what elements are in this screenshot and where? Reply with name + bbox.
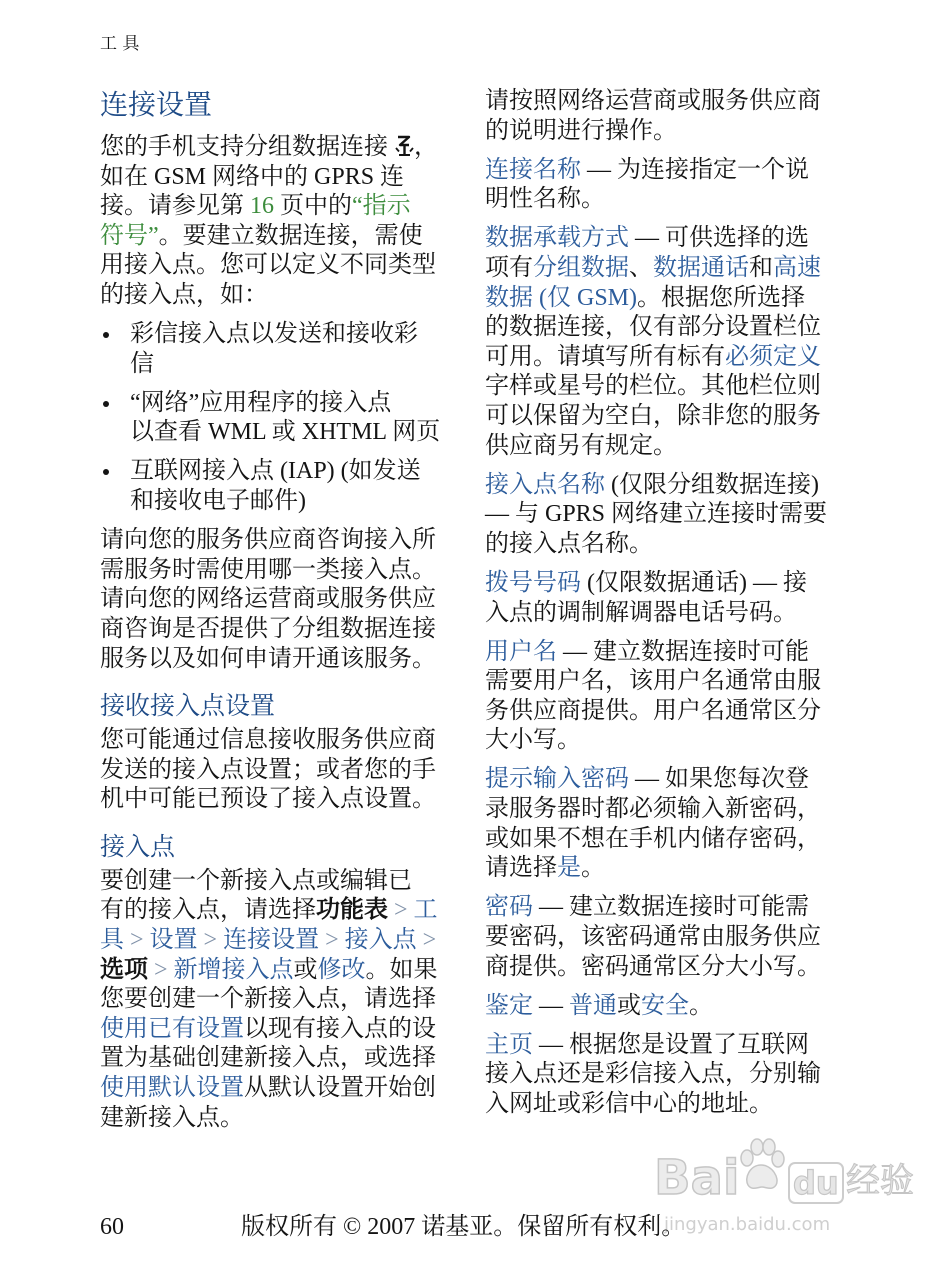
bullet-dot-icon (103, 469, 109, 475)
text-run: 、 (629, 254, 653, 281)
text-run: 商提供。密码通常区分大小写。 (485, 953, 821, 980)
text-line (485, 667, 857, 697)
section-heading (100, 87, 450, 123)
paragraph (485, 765, 857, 883)
text-run: 以查看 WML 或 XHTML 网页 (130, 419, 441, 446)
text-run: — 建立数据连接时可能需 (533, 894, 809, 921)
text-run: 要创建一个新接入点或编辑已 (100, 867, 412, 894)
text-run: 要密码，该密码通常由服务供应 (485, 923, 821, 950)
text-line (485, 343, 857, 373)
ui-term: 普通 (569, 992, 617, 1019)
text-line (100, 867, 450, 897)
text-run: 和 (749, 254, 773, 281)
paragraph (485, 569, 857, 628)
text-run: 建新接入点。 (100, 1104, 244, 1131)
text-run: 如在 GSM 网络中的 GPRS 连 (100, 163, 405, 190)
paragraph (485, 224, 857, 461)
text-line (100, 1044, 450, 1074)
ui-term: 数据 (仅 GSM) (485, 284, 638, 311)
cross-reference: 符号” (100, 222, 159, 249)
text-run: 接收接入点设置 (100, 691, 276, 721)
text-line (485, 224, 857, 254)
text-run: 请选择 (485, 855, 557, 882)
text-line (485, 402, 857, 432)
text-run: — 为连接指定一个说 (581, 156, 809, 183)
text-run: 以现有接入点的设 (244, 1015, 436, 1042)
text-line (100, 281, 450, 311)
watermark-jingyan: 经验 (846, 1161, 914, 1201)
text-line (485, 697, 857, 727)
text-run: 发送的接入点设置；或者您的手 (100, 756, 436, 783)
text-run: 的接入点，如： (100, 281, 268, 308)
cross-reference: 16 (250, 193, 274, 220)
text-line (485, 893, 857, 923)
packet-data-icon (394, 134, 414, 158)
text-line (485, 372, 857, 402)
paragraph (100, 133, 450, 311)
text-line (130, 487, 450, 517)
text-line (100, 192, 450, 222)
text-run: 入点的调制解调器电话号码。 (485, 599, 797, 626)
section-heading (100, 832, 450, 862)
text-line (100, 726, 450, 756)
text-line (485, 599, 857, 629)
menu-separator: > (416, 927, 437, 954)
text-line (130, 418, 450, 448)
text-line (100, 1074, 450, 1104)
text-line (485, 185, 857, 215)
text-run: (仅限数据通话) — 接 (581, 569, 807, 596)
ui-term: 接入点名称 (485, 471, 605, 498)
text-line (485, 284, 857, 314)
text-line (100, 896, 450, 926)
text-line (485, 471, 857, 501)
text-run: 页中的 (274, 193, 352, 220)
bullet-dot-icon (103, 401, 109, 407)
text-line (100, 926, 450, 956)
text-run: 或如果不想在手机内储存密码， (485, 825, 821, 852)
text-run: 项有 (485, 254, 533, 281)
text-run: 。 (689, 992, 713, 1019)
text-run: 用接入点。您可以定义不同类型 (100, 252, 436, 279)
text-run: 您要创建一个新接入点，请选择 (100, 986, 436, 1013)
text-line (100, 785, 450, 815)
text-line (100, 956, 450, 986)
paragraph (100, 526, 450, 674)
text-line (485, 726, 857, 756)
text-line (130, 389, 450, 419)
text-run: 服务以及如何申请开通该服务。 (100, 645, 436, 672)
text-run: 。要建立数据连接，需使 (158, 222, 423, 249)
text-line (100, 585, 450, 615)
text-run: 和接收电子邮件) (130, 488, 306, 515)
bold-term: 选项 (100, 956, 148, 983)
text-line (100, 556, 450, 586)
text-run: 接。请参见第 (100, 193, 250, 220)
text-run: 信 (130, 350, 154, 377)
bullet-item (100, 457, 450, 516)
text-line (100, 832, 450, 862)
text-line (485, 953, 857, 983)
text-run: 。根据您所选择 (637, 284, 806, 311)
text-run: 录服务器时都必须输入新密码， (485, 796, 821, 823)
text-line (485, 1090, 857, 1120)
menu-separator: > (148, 956, 174, 983)
text-line (100, 133, 450, 163)
text-run: 大小写。 (485, 727, 581, 754)
text-run: 您的手机支持分组数据连接 (100, 134, 394, 160)
paragraph (100, 867, 450, 1133)
text-run: 的接入点名称。 (485, 530, 653, 557)
ui-term: 密码 (485, 894, 533, 921)
text-run: — (533, 992, 569, 1019)
running-header: 工 具 (100, 34, 140, 54)
text-run: 请向您的网络运营商或服务供应 (100, 586, 436, 613)
text-line (100, 87, 450, 123)
ui-term: 连接设置 (223, 927, 320, 954)
text-run: 您可能通过信息接收服务供应商 (100, 727, 436, 754)
text-run: — 可供选择的选 (629, 225, 809, 252)
ui-term: 工 (413, 897, 438, 924)
menu-separator: > (197, 927, 224, 954)
text-run: 可用。请填写所有标有 (485, 343, 725, 370)
text-run: 接入点还是彩信接入点，分别输 (485, 1061, 821, 1088)
text-run: 的数据连接，仅有部分设置栏位 (485, 314, 821, 341)
section-heading (100, 691, 450, 721)
copyright-notice: 版权所有 © 2007 诺基亚。保留所有权利。 (241, 1214, 686, 1240)
text-line (485, 992, 857, 1022)
bullet-dot-icon (103, 332, 109, 338)
text-run: 机中可能已预设了接入点设置。 (100, 786, 436, 813)
text-run: 需服务时需使用哪一类接入点。 (100, 556, 436, 583)
text-line (100, 163, 450, 193)
text-line (485, 569, 857, 599)
text-line (100, 691, 450, 721)
ui-term: 提示输入密码 (485, 766, 629, 793)
ui-term: 鉴定 (485, 992, 533, 1019)
text-run: — 与 GPRS 网络建立连接时需要 (485, 501, 828, 528)
left-column (100, 87, 450, 1143)
text-run: — 如果您每次登 (629, 766, 809, 793)
text-line (485, 530, 857, 560)
text-line (100, 1104, 450, 1134)
menu-separator: > (319, 927, 345, 954)
text-run: 商咨询是否提供了分组数据连接 (100, 615, 436, 642)
text-run: 互联网接入点 (IAP) (如发送 (130, 458, 421, 485)
text-line (100, 645, 450, 675)
ui-term: 新增接入点 (173, 956, 294, 983)
text-line (130, 350, 450, 380)
text-line (485, 156, 857, 186)
text-run: 供应商另有规定。 (485, 432, 677, 459)
text-line (485, 117, 857, 147)
text-line (485, 765, 857, 795)
text-run: 请向您的服务供应商咨询接入所 (100, 527, 436, 554)
ui-term: 使用默认设置 (100, 1075, 244, 1102)
paragraph (100, 726, 450, 815)
text-run: 从默认设置开始创 (244, 1075, 436, 1102)
text-run: 可以保留为空白，除非您的服务 (485, 402, 821, 429)
text-run: (仅限分组数据连接) (605, 471, 819, 498)
text-run: 有的接入点，请选择 (100, 897, 316, 924)
text-line (100, 1015, 450, 1045)
ui-term: 分组数据 (533, 254, 629, 281)
text-run: 字样或星号的栏位。其他栏位则 (485, 373, 821, 400)
page-number: 60 (100, 1214, 124, 1240)
ui-term: 必须定义 (725, 343, 821, 370)
ui-term: 使用已有设置 (100, 1015, 244, 1042)
text-line (100, 251, 450, 281)
text-line (485, 254, 857, 284)
text-run: 的说明进行操作。 (485, 117, 677, 144)
text-line (100, 756, 450, 786)
watermark-url: jingyan.baidu.com (664, 1214, 831, 1235)
paragraph (485, 156, 857, 215)
paragraph (485, 87, 857, 146)
bold-term: 功能表 (316, 897, 388, 924)
text-run: 入网址或彩信中心的地址。 (485, 1090, 773, 1117)
ui-term: 数据承载方式 (485, 225, 629, 252)
text-run: 接入点 (100, 831, 176, 861)
text-run: 需要用户名，该用户名通常由服 (485, 668, 821, 695)
paragraph (485, 1031, 857, 1120)
ui-term: 用户名 (485, 638, 557, 665)
ui-term: 是 (557, 855, 581, 882)
ui-term: 安全 (641, 992, 689, 1019)
ui-term: 具 (100, 927, 124, 954)
ui-term: 设置 (149, 927, 198, 954)
paragraph (485, 471, 857, 560)
text-line (485, 795, 857, 825)
ui-term: 数据通话 (653, 254, 749, 281)
text-run: 请按照网络运营商或服务供应商 (485, 88, 821, 114)
bullet-item (100, 389, 450, 448)
text-run: 务供应商提供。用户名通常区分 (485, 697, 821, 724)
ui-term: 拨号号码 (485, 569, 581, 596)
text-run: 连接设置 (100, 88, 213, 121)
text-line (485, 87, 857, 117)
text-run: “网络”应用程序的接入点 (130, 389, 392, 416)
text-run: 或 (293, 956, 318, 983)
right-column (485, 87, 857, 1129)
text-run: — 根据您是设置了互联网 (533, 1031, 809, 1058)
cross-reference: “指示 (352, 193, 411, 220)
text-run: 或 (617, 992, 641, 1019)
text-line (485, 313, 857, 343)
bullet-item (100, 320, 450, 379)
text-line (100, 985, 450, 1015)
text-run: 。 (581, 855, 605, 882)
text-line (485, 500, 857, 530)
text-line (100, 222, 450, 252)
paw-print-icon (736, 1138, 786, 1194)
paragraph (485, 893, 857, 982)
ui-term: 高速 (773, 254, 821, 281)
ui-term: 接入点 (344, 927, 417, 954)
text-line (100, 526, 450, 556)
baidu-watermark (650, 1138, 918, 1248)
text-line (485, 638, 857, 668)
text-line (130, 320, 450, 350)
menu-separator: > (124, 927, 150, 954)
text-run: 。如果 (365, 956, 438, 983)
text-run: ， (414, 134, 438, 160)
watermark-bai: Bai (654, 1150, 740, 1206)
menu-separator: > (388, 897, 414, 924)
ui-term: 修改 (317, 956, 366, 983)
paragraph (485, 992, 857, 1022)
text-run: 置为基础创建新接入点，或选择 (100, 1045, 436, 1072)
text-run: 明性名称。 (485, 186, 605, 213)
ui-term: 主页 (485, 1031, 533, 1058)
text-line (485, 1031, 857, 1061)
text-line (485, 432, 857, 462)
paragraph (485, 638, 857, 756)
text-run: — 建立数据连接时可能 (557, 638, 809, 665)
text-line (485, 825, 857, 855)
watermark-du: du (788, 1162, 844, 1204)
text-run: 彩信接入点以发送和接收彩 (130, 321, 418, 348)
text-line (485, 1060, 857, 1090)
text-line (100, 615, 450, 645)
text-line (485, 923, 857, 953)
text-line (130, 457, 450, 487)
text-line (485, 854, 857, 884)
ui-term: 连接名称 (485, 156, 581, 183)
